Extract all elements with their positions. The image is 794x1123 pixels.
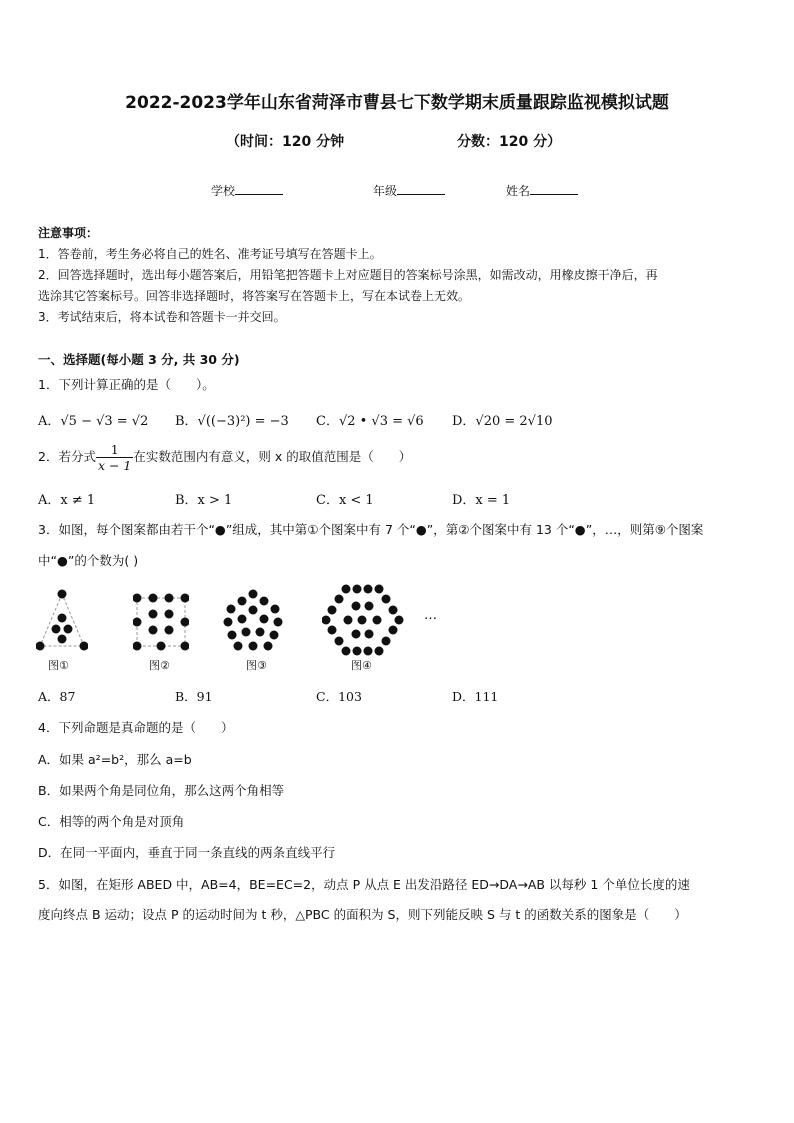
school-label: 学校 (211, 184, 236, 198)
grade-label: 年级 (373, 184, 398, 198)
name-blank (530, 182, 578, 195)
figure-4-label: 图④ (351, 659, 372, 672)
q1-option-b: B．√((−3)²) = −3 (175, 414, 289, 429)
q4-option-d: D．在同一平面内，垂直于同一条直线的两条直线平行 (38, 845, 336, 860)
figure-ellipsis: … (424, 608, 437, 623)
exam-title: 2022-2023学年山东省菏泽市曹县七下数学期末质量跟踪监视模拟试题 (125, 93, 669, 113)
figure-3-pentagon (223, 588, 283, 654)
q2-suffix: 在实数范围内有意义，则 x 的取值范围是（ ） (133, 449, 412, 464)
figure-1-label: 图① (48, 659, 69, 672)
school-blank (235, 182, 283, 195)
q4-stem: 4．下列命题是真命题的是（ ） (38, 720, 234, 735)
school-field (211, 182, 283, 199)
grade-blank (397, 182, 445, 195)
grade-field (373, 182, 445, 199)
q3-option-a: A．87 (38, 689, 76, 704)
q2-stem (38, 442, 411, 473)
q3-option-b: B．91 (175, 689, 213, 704)
name-field (506, 182, 578, 199)
q2-option-c: C．x < 1 (316, 493, 374, 508)
note-item: 选涂其它答案标号。回答非选择题时，将答案写在答题卡上，写在本试卷上无效。 (38, 289, 471, 303)
section-heading: 一、选择题(每小题 3 分, 共 30 分) (38, 352, 240, 367)
time-label: （时间：120 分钟 (226, 134, 345, 150)
q3-line1: 3．如图，每个图案都由若干个“●”组成，其中第①个图案中有 7 个“●”，第②个图案中有 13 个“●”，…，则第⑨个图案 (38, 522, 704, 537)
q2-option-b: B．x > 1 (175, 493, 233, 508)
note-item: 3．考试结束后，将本试卷和答题卡一并交回。 (38, 310, 286, 324)
q2-fraction-numerator: 1 (96, 442, 133, 458)
q4-option-c: C．相等的两个角是对顶角 (38, 814, 185, 829)
q2-fraction (96, 442, 133, 473)
note-item: 2．回答选择题时，选出每小题答案后，用铅笔把答题卡上对应题目的答案标号涂黑，如需改动，用橡皮擦干净后，再 (38, 268, 658, 282)
q1-option-c: C．√2 • √3 = √6 (316, 414, 424, 429)
q2-option-d: D．x = 1 (452, 493, 511, 508)
q2-fraction-denominator: x − 1 (97, 458, 132, 473)
figure-2-square (133, 588, 189, 654)
figure-4-hexagon (322, 584, 404, 656)
figure-2-label: 图② (149, 659, 170, 672)
q2-prefix: 2．若分式 (38, 449, 96, 464)
q1-option-a: A．√5 − √3 = √2 (38, 414, 149, 429)
q1-option-d: D．√20 = 2√10 (452, 414, 553, 429)
name-label: 姓名 (506, 184, 531, 198)
figure-1-triangle (36, 588, 88, 654)
q4-option-a: A．如果 a²=b²，那么 a=b (38, 752, 192, 767)
score-label: 分数：120 分） (457, 134, 562, 150)
q2-option-a: A．x ≠ 1 (38, 493, 96, 508)
notes-heading: 注意事项： (38, 226, 99, 240)
q1-stem: 1．下列计算正确的是（ ）。 (38, 377, 215, 392)
note-item: 1．答卷前，考生务必将自己的姓名、准考证号填写在答题卡上。 (38, 247, 382, 261)
q3-option-c: C．103 (316, 689, 362, 704)
figure-3-label: 图③ (246, 659, 267, 672)
q3-line2: 中“●”的个数为( ) (38, 553, 139, 568)
q3-option-d: D．111 (452, 689, 499, 704)
q5-line2: 度向终点 B 运动；设点 P 的运动时间为 t 秒，△PBC 的面积为 S，则下列能反映 S 与 t 的函数关系的图象是（ ） (38, 907, 687, 922)
q5-line1: 5．如图，在矩形 ABED 中，AB=4，BE=EC=2，动点 P 从点 E 出发沿路径 ED→DA→AB 以每秒 1 个单位长度的速 (38, 877, 690, 892)
q4-option-b: B．如果两个角是同位角，那么这两个角相等 (38, 783, 285, 798)
